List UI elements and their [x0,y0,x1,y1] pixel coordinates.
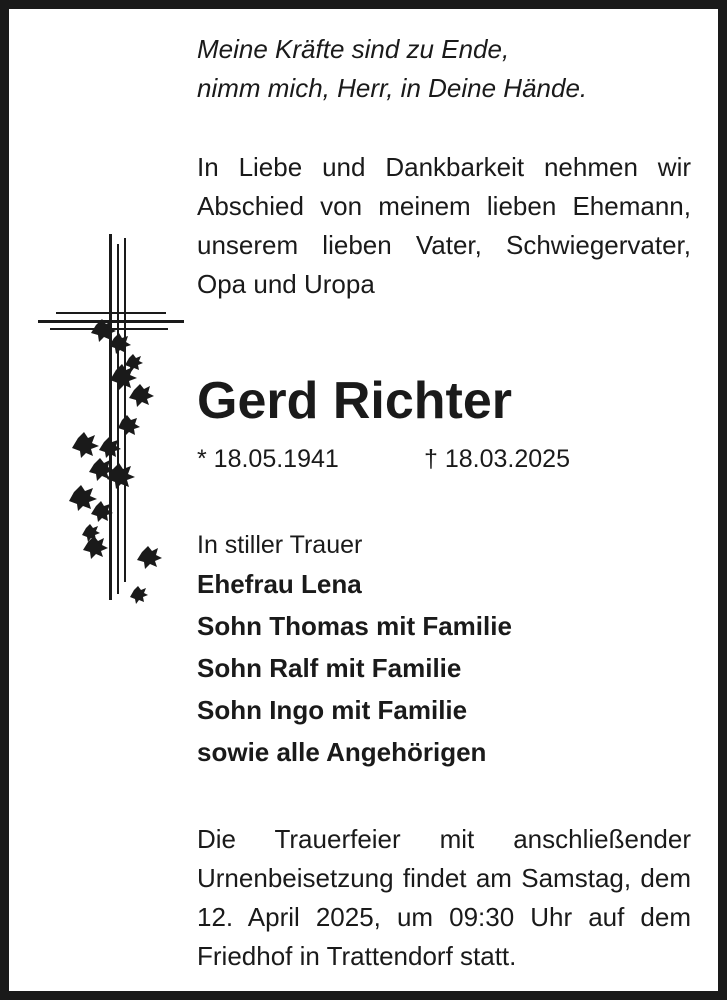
mourner: sowie alle Angehörigen [197,737,487,767]
mourning-label: In stiller Trauer [197,531,363,559]
announcement-line: In Liebe und Dankbarkeit nehmen wir [197,152,691,182]
birth-date: * 18.05.1941 [197,445,339,473]
mourners-list [197,563,512,773]
bible-verse [197,30,587,108]
life-dates [197,443,617,475]
announcement-line: unserem lieben Vater, Schwiegervater, [197,230,691,260]
mourner: Sohn Thomas mit Familie [197,611,512,641]
service-line: 12. April 2025, um 09:30 Uhr auf dem [197,902,691,932]
mourner: Sohn Ingo mit Familie [197,695,468,725]
cross-with-ivy-icon [34,230,194,610]
service-line: Die Trauerfeier mit anschließender [197,824,691,854]
service-line: Urnenbeisetzung findet am Samstag, dem [197,863,691,893]
announcement-line: Abschied von meinem lieben Ehemann, [197,191,691,221]
funeral-service-info [197,820,691,976]
mourner: Sohn Ralf mit Familie [197,653,462,683]
death-date: † 18.03.2025 [424,445,570,473]
service-line: Friedhof in Trattendorf statt. [197,941,517,971]
verse-line: nimm mich, Herr, in Deine Hände. [197,73,588,103]
announcement-text [197,148,691,304]
mourner: Ehefrau Lena [197,569,362,599]
announcement-line: Opa und Uropa [197,269,375,299]
deceased-name: Gerd Richter [197,372,512,430]
verse-line: Meine Kräfte sind zu Ende, [197,34,510,64]
